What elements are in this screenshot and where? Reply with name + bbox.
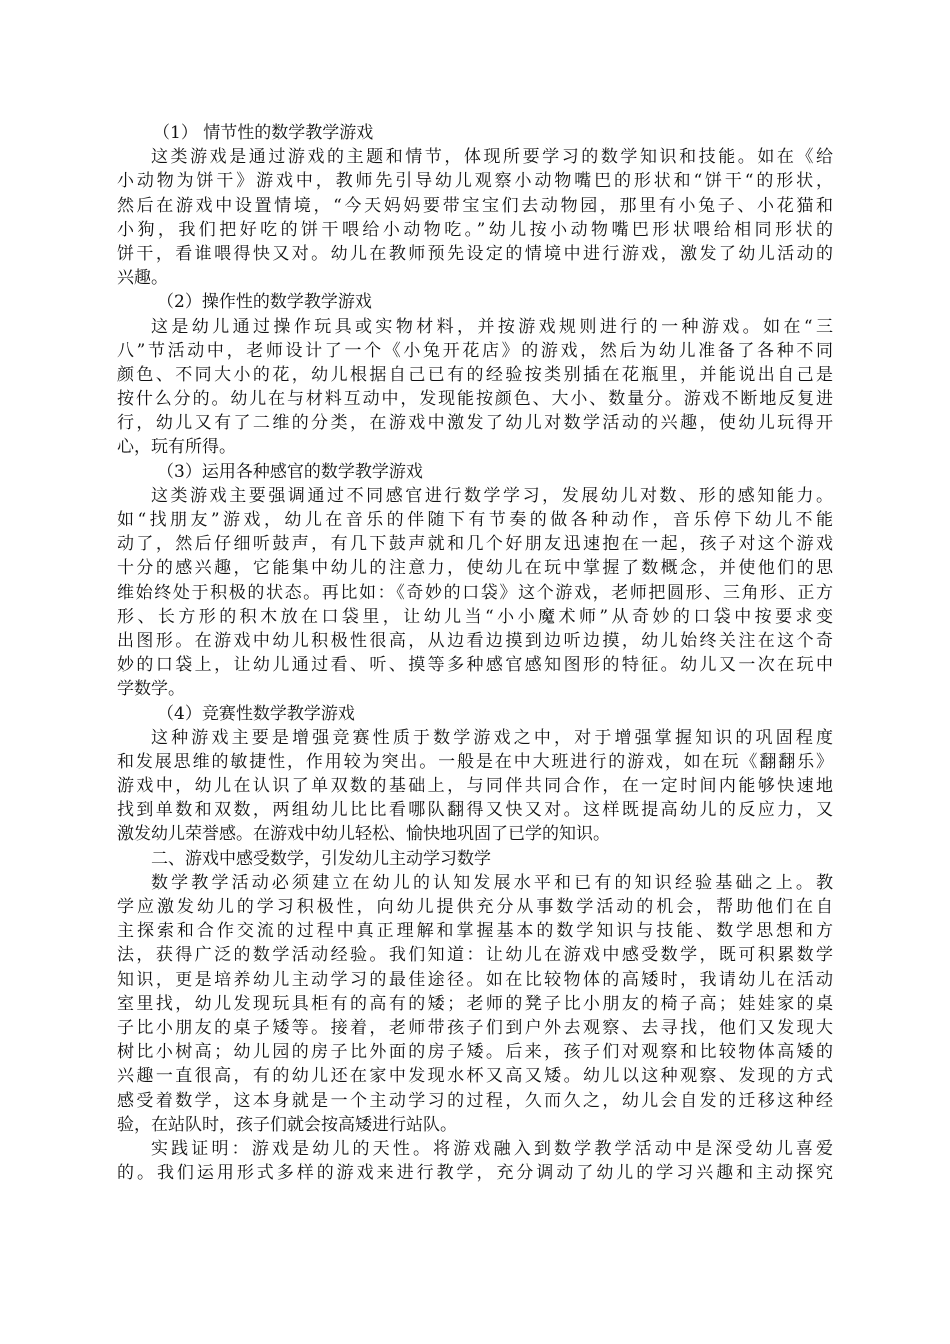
paragraph-line: 行，幼儿又有了二维的分类，在游戏中激发了幼儿对数学活动的兴趣，使幼儿玩得开 [117,413,833,434]
document-page [117,121,833,1185]
paragraph-line: 找到单数和双数，两组幼儿比比看哪队翻得又快又对。这样既提高幼儿的反应力，又 [117,800,833,821]
paragraph-line: 颜色、不同大小的花，幼儿根据自己已有的经验按类别插在花瓶里，并能说出自己是 [117,364,833,385]
section-heading: （3）运用各种感官的数学教学游戏 [157,461,423,482]
paragraph-line: 小动物为饼干》游戏中，教师先引导幼儿观察小动物嘴巴的形状和“饼干“的形状， [117,171,833,192]
section-heading: （4）竞赛性数学教学游戏 [157,703,355,724]
paragraph-line: 形、长方形的积木放在口袋里，让幼儿当“小小魔术师”从奇妙的口袋中按要求变 [117,606,833,627]
paragraph-line: 知识，更是培养幼儿主动学习的最佳途径。如在比较物体的高矮时，我请幼儿在活动 [117,969,833,990]
paragraph-line: 这是幼儿通过操作玩具或实物材料，并按游戏规则进行的一种游戏。如在“三 [151,316,833,337]
paragraph-line: 小狗，我们把好吃的饼干喂给小动物吃。”幼儿按小动物嘴巴形状喂给相同形状的 [117,219,833,240]
paragraph-line: 感受着数学，这本身就是一个主动学习的过程，久而久之，幼儿会自发的迁移这种经 [117,1090,833,1111]
paragraph-line: 数学教学活动必须建立在幼儿的认知发展水平和已有的知识经验基础之上。教 [151,872,833,893]
paragraph-line: 饼干，看谁喂得快又对。幼儿在教师预先设定的情境中进行游戏，激发了幼儿活动的 [117,243,833,264]
paragraph-line: 然后在游戏中设置情境，“今天妈妈要带宝宝们去动物园，那里有小兔子、小花猫和 [117,195,833,216]
section-heading: 二、游戏中感受数学，引发幼儿主动学习数学 [151,848,491,869]
paragraph-line: 室里找，幼儿发现玩具柜有的高有的矮；老师的凳子比小朋友的椅子高；娃娃家的桌 [117,993,833,1014]
paragraph-line: 实践证明：游戏是幼儿的天性。将游戏融入到数学教学活动中是深受幼儿喜爱 [151,1138,833,1159]
paragraph-line: 和发展思维的敏捷性，作用较为突出。一般是在中大班进行的游戏，如在玩《翻翻乐》 [117,751,833,772]
paragraph-line: 法，获得广泛的数学活动经验。我们知道：让幼儿在游戏中感受数学，既可积累数学 [117,945,833,966]
paragraph-line: 十分的感兴趣，它能集中幼儿的注意力，使幼儿在玩中掌握了数概念，并使他们的思 [117,558,833,579]
paragraph-line: 验，在站队时，孩子们就会按高矮进行站队。 [117,1114,457,1135]
paragraph-line: 的。我们运用形式多样的游戏来进行教学，充分调动了幼儿的学习兴趣和主动探究 [117,1163,833,1184]
paragraph-line: 妙的口袋上，让幼儿通过看、听、摸等多种感官感知图形的特征。幼儿又一次在玩中 [117,655,833,676]
section-heading: （2）操作性的数学教学游戏 [157,292,372,313]
paragraph-line: 八”节活动中，老师设计了一个《小兔开花店》的游戏，然后为幼儿准备了各种不同 [117,340,833,361]
paragraph-line: 按什么分的。幼儿在与材料互动中，发现能按颜色、大小、数量分。游戏不断地反复进 [117,389,833,410]
paragraph-line: 主探索和合作交流的过程中真正理解和掌握基本的数学知识与技能、数学思想和方 [117,921,833,942]
paragraph-line: 兴趣一直很高，有的幼儿还在家中发现水杯又高又矮。幼儿以这种观察、发现的方式 [117,1066,833,1087]
paragraph-line: 游戏中，幼儿在认识了单双数的基础上，与同伴共同合作，在一定时间内能够快速地 [117,776,833,797]
paragraph-line: 激发幼儿荣誉感。在游戏中幼儿轻松、愉快地巩固了已学的知识。 [117,824,610,845]
paragraph-line: 如“找朋友”游戏，幼儿在音乐的伴随下有节奏的做各种动作，音乐停下幼儿不能 [117,510,833,530]
paragraph-line: 这类游戏主要强调通过不同感官进行数学学习，发展幼儿对数、形的感知能力。 [151,485,833,506]
paragraph-line: 动了，然后仔细听鼓声，有几下鼓声就和几个好朋友迅速抱在一起，孩子对这个游戏 [117,534,833,555]
paragraph-line: 学数学。 [117,679,185,700]
paragraph-line: 维始终处于积极的状态。再比如：《奇妙的口袋》这个游戏，老师把圆形、三角形、正方 [117,582,833,603]
paragraph-line: 树比小树高；幼儿园的房子比外面的房子矮。后来，孩子们对观察和比较物体高矮的 [117,1042,833,1063]
paragraph-line: 出图形。在游戏中幼儿积极性很高，从边看边摸到边听边摸，幼儿始终关注在这个奇 [117,630,833,651]
section-heading: （1） 情节性的数学教学游戏 [153,123,374,143]
paragraph-line: 学应激发幼儿的学习积极性，向幼儿提供充分从事数学活动的机会，帮助他们在自 [117,897,833,917]
paragraph-line: 心，玩有所得。 [117,437,236,458]
paragraph-line: 这种游戏主要是增强竞赛性质于数学游戏之中，对于增强掌握知识的巩固程度 [151,727,833,748]
paragraph-line: 子比小朋友的桌子矮等。接着，老师带孩子们到户外去观察、去寻找，他们又发现大 [117,1017,833,1038]
paragraph-line: 兴趣。 [117,268,168,289]
paragraph-line: 这类游戏是通过游戏的主题和情节，体现所要学习的数学知识和技能。如在《给 [151,147,833,168]
